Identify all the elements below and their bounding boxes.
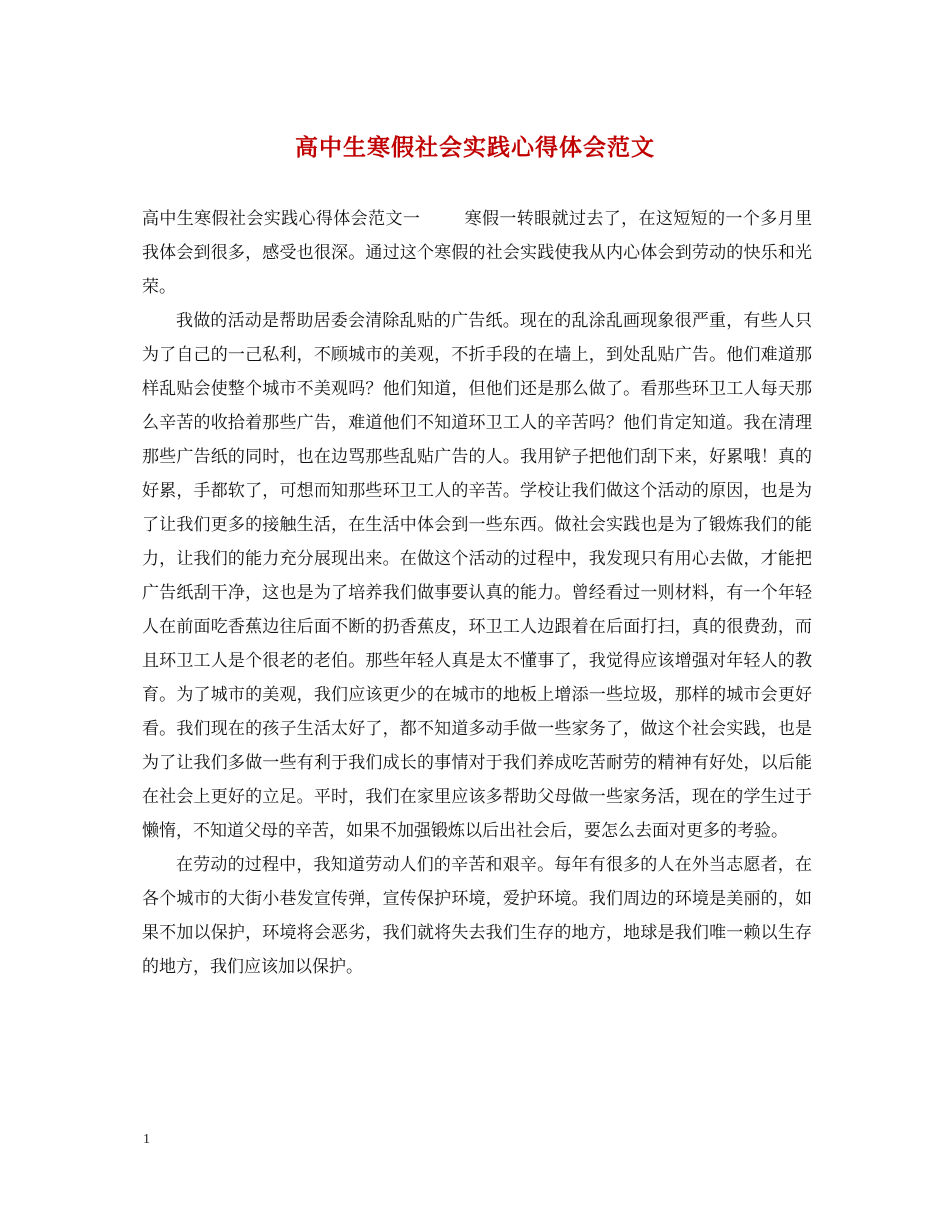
paragraph-activity: 我做的活动是帮助居委会清除乱贴的广告纸。现在的乱涂乱画现象很严重，有些人只为了自己的一己私利，不顾城市的美观，不折手段的在墙上，到处乱贴广告。他们难道那样乱贴会使整个城市不美观吗？他们知道，但他们还是那么做了。看那些环卫工人每天那么辛苦的收拾着那些广告，难道他们不知道环卫工人的辛苦吗？他们肯定知道。我在清理那些广告纸的同时，也在边骂那些乱贴广告的人。我用铲子把他们刮下来，好累哦！真的好累，手都软了，可想而知那些环卫工人的辛苦。学校让我们做这个活动的原因，也是为了让我们更多的接触生活，在生活中体会到一些东西。做社会实践也是为了锻炼我们的能力，让我们的能力充分展现出来。在做这个活动的过程中，我发现只有用心去做，才能把广告纸刮干净，这也是为了培养我们做事要认真的能力。曾经看过一则材料，有一个年轻人在前面吃香蕉边往后面不断的扔香蕉皮，环卫工人边跟着在后面打扫，真的很费劲，而且环卫工人是个很老的老伯。那些年轻人真是太不懂事了，我觉得应该增强对年轻人的教育。为了城市的美观，我们应该更少的在城市的地板上增添一些垃圾，那样的城市会更好看。我们现在的孩子生活太好了，都不知道多动手做一些家务了，做这个社会实践，也是为了让我们多做一些有利于我们成长的事情对于我们养成吃苦耐劳的精神有好处，以后能在社会上更好的立足。平时，我们在家里应该多帮助父母做一些家务活，现在的学生过于懒惰，不知道父母的辛苦，如果不加强锻炼以后出社会后，要怎么去面对更多的考验。 [142, 311, 812, 841]
page-number: 1 [143, 1132, 150, 1147]
paragraph-labor: 在劳动的过程中，我知道劳动人们的辛苦和艰辛。每年有很多的人在外当志愿者，在各个城市的大街小巷发宣传弹，宣传保护环境，爱护环境。我们周边的环境是美丽的，如果不加以保护，环境将会恶劣，我们就将失去我们生存的地方，地球是我们唯一赖以生存的地方，我们应该加以保护。 [142, 855, 812, 977]
paragraph-lead: 高中生寒假社会实践心得体会范文一 [142, 209, 421, 229]
paragraph-intro [142, 202, 812, 304]
paragraph-intro-text: 寒假一转眼就过去了，在这短短的一个多月里我体会到很多，感受也很深。通过这个寒假的社会实践使我从内心体会到劳动的快乐和光荣。 [142, 209, 813, 297]
document-body [142, 202, 812, 984]
page-title: 高中生寒假社会实践心得体会范文 [295, 134, 655, 161]
